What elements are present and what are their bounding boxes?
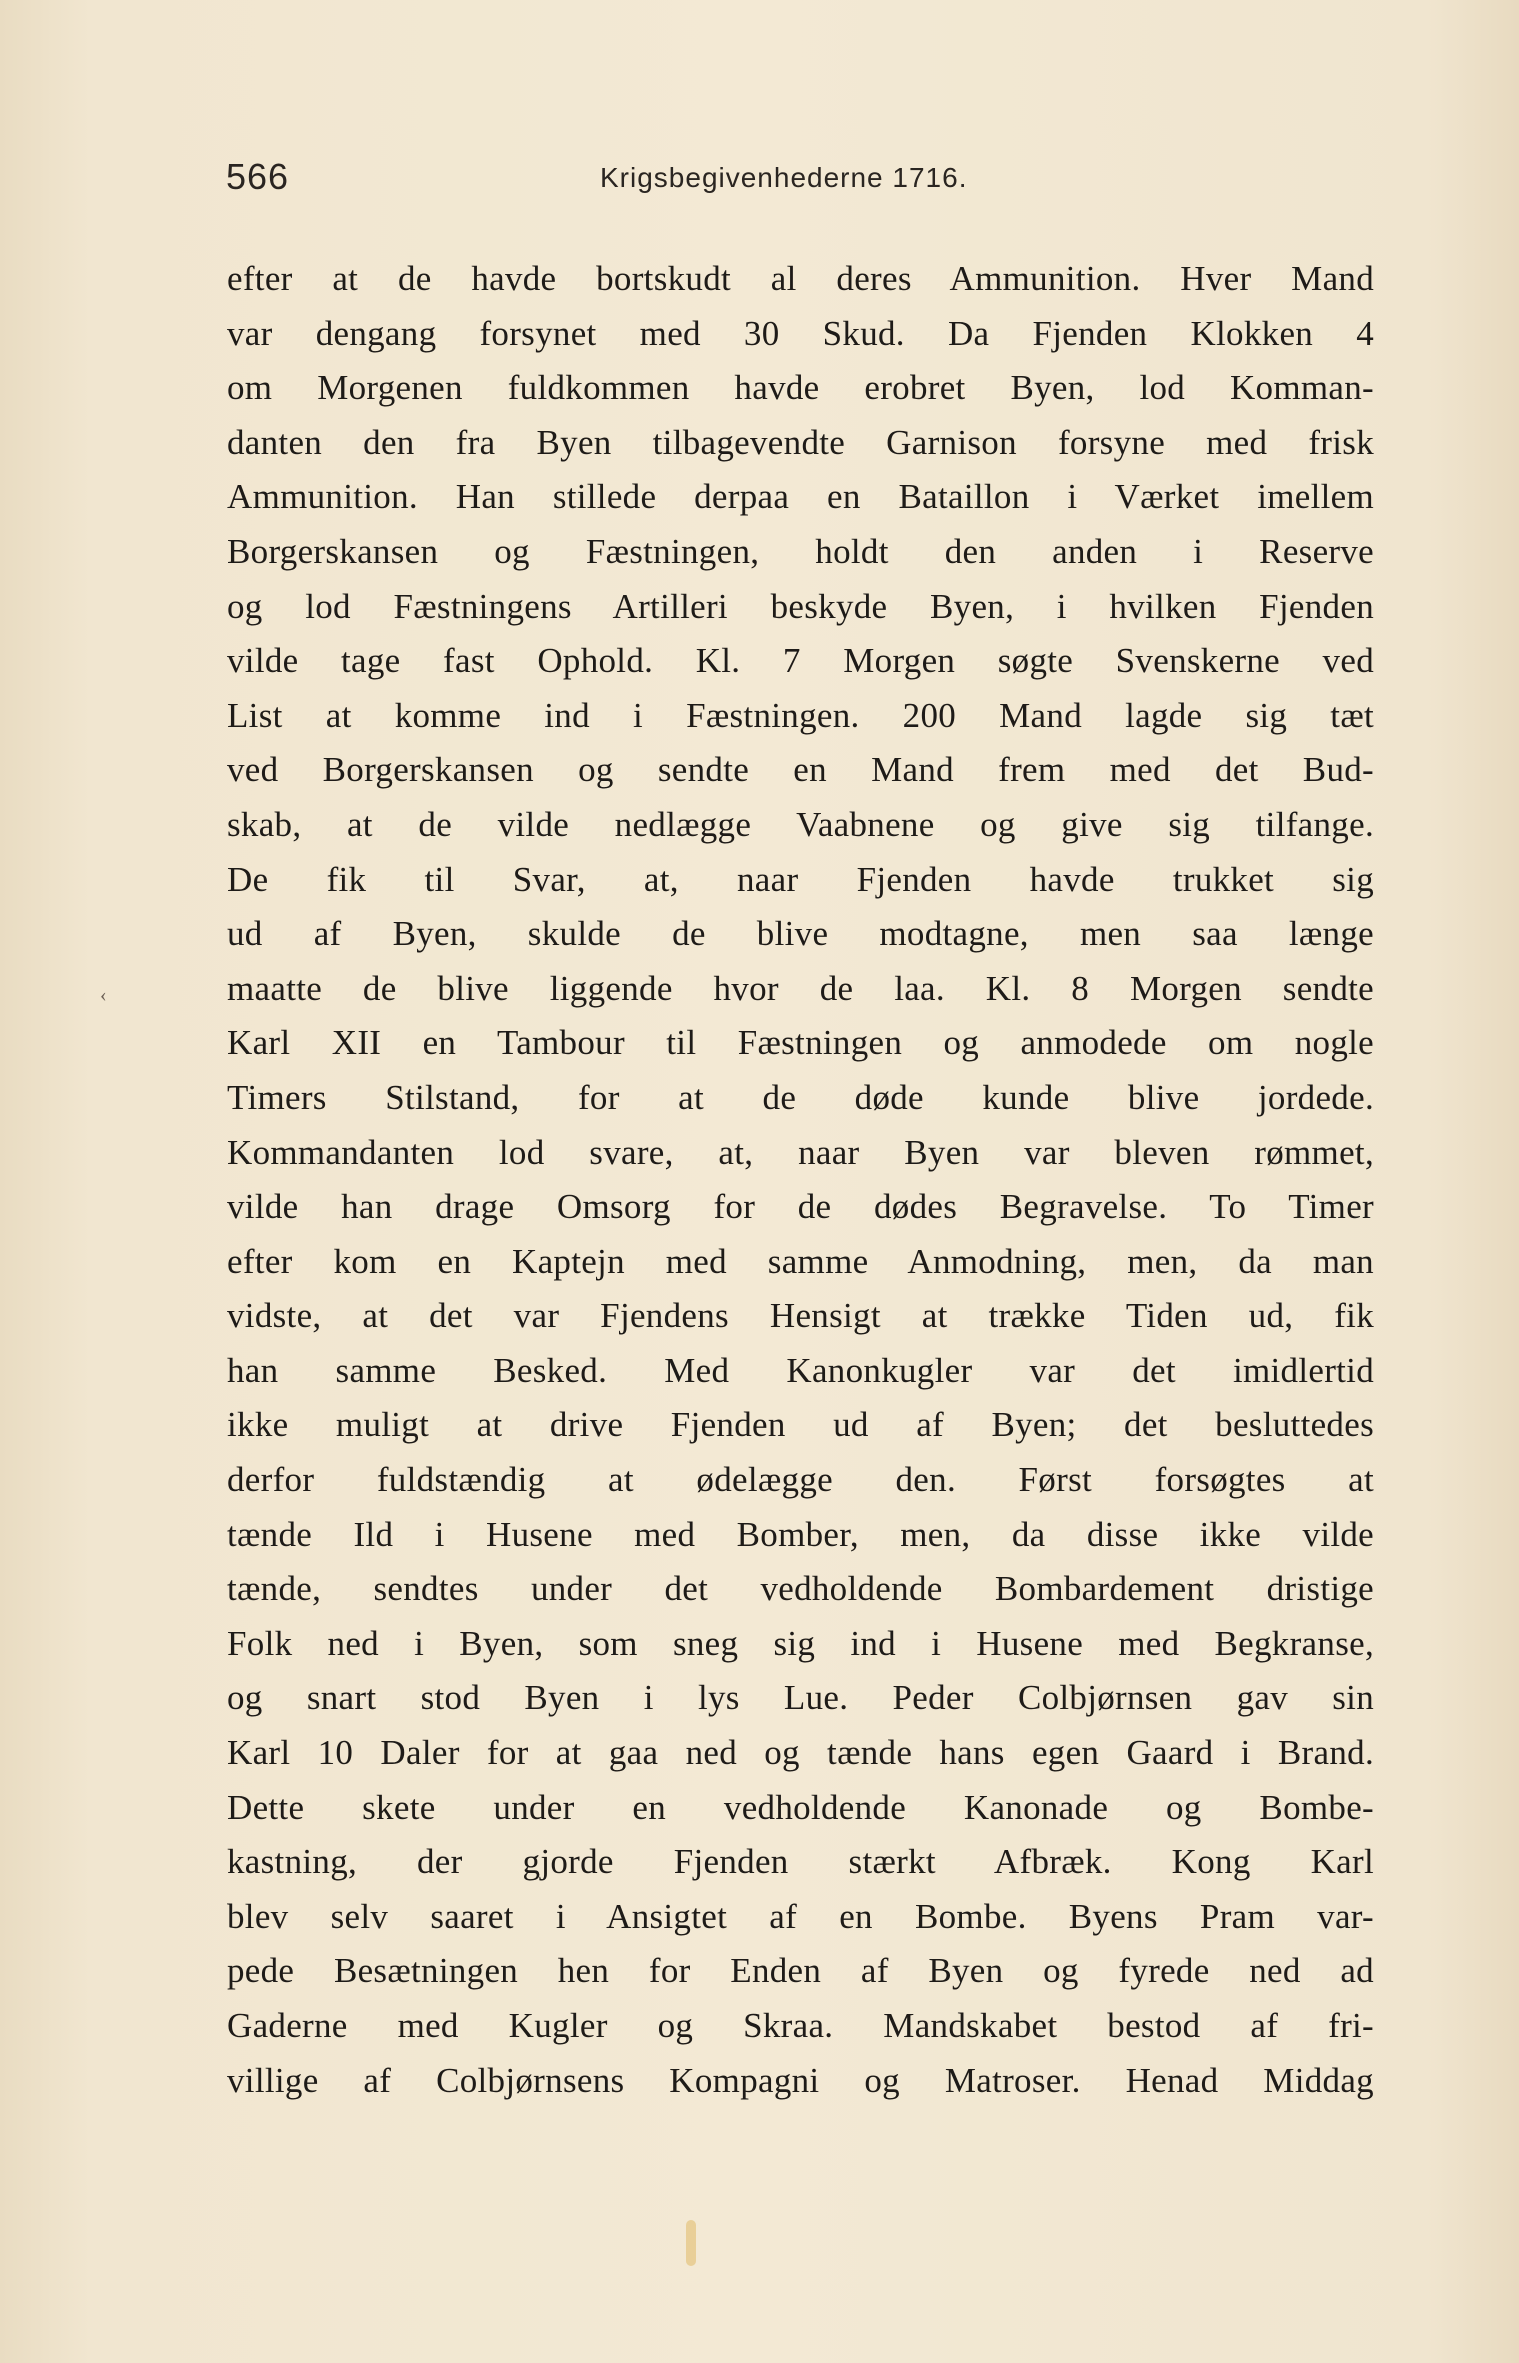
text-line: kastning, der gjorde Fjenden stærkt Afbræk. Kong Karl xyxy=(227,1842,1374,1882)
text-line: Karl XII en Tambour til Fæstningen og anmodede om nogle xyxy=(227,1023,1374,1063)
text-line: derfor fuldstændig at ødelægge den. Først forsøgtes at xyxy=(227,1460,1374,1500)
page-header xyxy=(226,156,1376,206)
text-line: De fik til Svar, at, naar Fjenden havde trukket sig xyxy=(227,859,1374,899)
text-line: skab, at de vilde nedlægge Vaabnene og give sig tilfange. xyxy=(227,804,1374,844)
text-line: blev selv saaret i Ansigtet af en Bombe. Byens Pram var- xyxy=(227,1896,1374,1936)
text-line: villige af Colbjørnsens Kompagni og Matroser. Henad Middag xyxy=(227,2060,1374,2100)
text-line: Dette skete under en vedholdende Kanonade og Bombe- xyxy=(227,1787,1374,1827)
text-line: ud af Byen, skulde de blive modtagne, men saa længe xyxy=(227,914,1374,954)
paper-stain xyxy=(686,2220,696,2266)
text-line: var dengang forsynet med 30 Skud. Da Fjenden Klokken 4 xyxy=(227,313,1374,353)
text-line: Borgerskansen og Fæstningen, holdt den anden i Reserve xyxy=(227,531,1374,571)
text-line: Karl 10 Daler for at gaa ned og tænde hans egen Gaard i Brand. xyxy=(227,1733,1374,1773)
text-line: vidste, at det var Fjendens Hensigt at trække Tiden ud, fik xyxy=(227,1296,1374,1336)
text-line: ikke muligt at drive Fjenden ud af Byen; det besluttedes xyxy=(227,1405,1374,1445)
text-line: pede Besætningen hen for Enden af Byen og fyrede ned ad xyxy=(227,1951,1374,1991)
text-line: maatte de blive liggende hvor de laa. Kl. 8 Morgen sendte xyxy=(227,968,1374,1008)
text-line: og snart stod Byen i lys Lue. Peder Colbjørnsen gav sin xyxy=(227,1678,1374,1718)
margin-mark: ‹ xyxy=(100,984,107,1006)
text-line: tænde Ild i Husene med Bomber, men, da disse ikke vilde xyxy=(227,1514,1374,1554)
text-line: efter at de havde bortskudt al deres Ammunition. Hver Mand xyxy=(227,259,1374,298)
text-line: vilde tage fast Ophold. Kl. 7 Morgen søgte Svenskerne ved xyxy=(227,641,1374,681)
text-line: List at komme ind i Fæstningen. 200 Mand lagde sig tæt xyxy=(227,695,1374,735)
text-line: ved Borgerskansen og sendte en Mand frem med det Bud- xyxy=(227,750,1374,790)
text-line: Folk ned i Byen, som sneg sig ind i Husene med Begkranse, xyxy=(227,1623,1374,1663)
body-text xyxy=(227,252,1374,2108)
text-line: Gaderne med Kugler og Skraa. Mandskabet bestod af fri- xyxy=(227,2006,1374,2045)
text-line: danten den fra Byen tilbagevendte Garnison forsyne med frisk xyxy=(227,422,1374,462)
running-title: Krigsbegivenhederne 1716. xyxy=(600,162,968,193)
text-line: Ammunition. Han stillede derpaa en Bataillon i Værket imellem xyxy=(227,477,1374,517)
text-line: tænde, sendtes under det vedholdende Bombardement dristige xyxy=(227,1569,1374,1609)
text-line: Kommandanten lod svare, at, naar Byen var bleven rømmet, xyxy=(227,1132,1374,1172)
text-line: vilde han drage Omsorg for de dødes Begravelse. To Timer xyxy=(227,1187,1374,1227)
text-line: efter kom en Kaptejn med samme Anmodning, men, da man xyxy=(227,1241,1374,1281)
text-line: han samme Besked. Med Kanonkugler var det imidlertid xyxy=(227,1350,1374,1390)
text-line: om Morgenen fuldkommen havde erobret Byen, lod Komman- xyxy=(227,368,1374,408)
text-line: og lod Fæstningens Artilleri beskyde Byen, i hvilken Fjenden xyxy=(227,586,1374,626)
text-line: Timers Stilstand, for at de døde kunde blive jordede. xyxy=(227,1077,1374,1117)
page-number: 566 xyxy=(226,156,290,197)
